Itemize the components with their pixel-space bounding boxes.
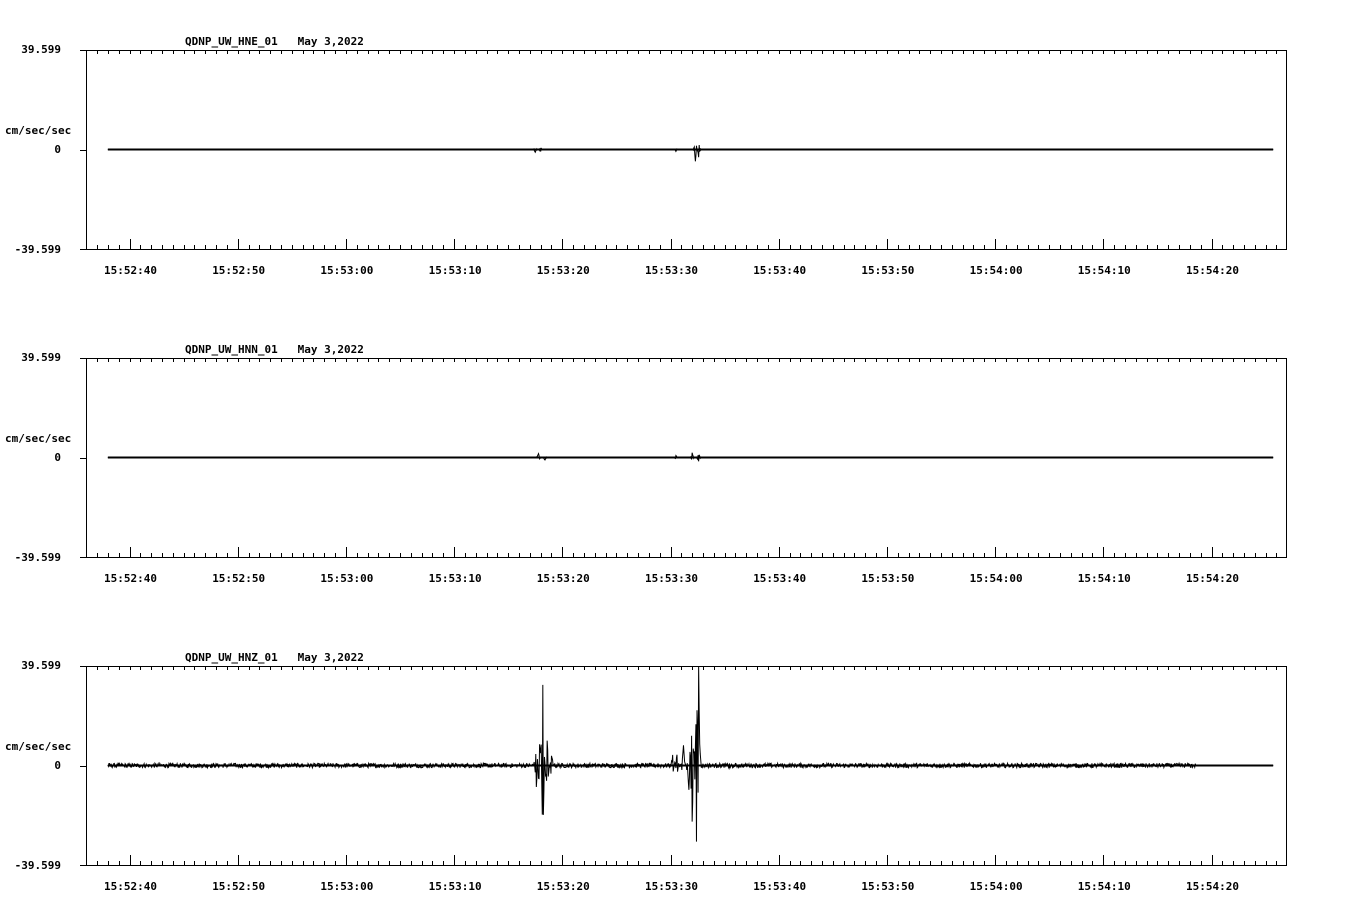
channel-date: May 3,2022	[297, 651, 364, 664]
channel-name: QDNP_UW_HNZ_01	[185, 651, 278, 664]
x-tick-label: 15:53:50	[861, 880, 915, 893]
y-tick-label: 39.599	[21, 659, 61, 672]
channel-date: May 3,2022	[297, 35, 364, 48]
x-tick-label: 15:54:20	[1186, 880, 1239, 893]
waveform-trace	[108, 666, 1273, 842]
x-tick-label: 15:53:40	[753, 264, 807, 277]
y-tick-label: -39.599	[14, 243, 61, 256]
x-tick-label: 15:53:10	[428, 880, 482, 893]
x-tick-label: 15:53:00	[320, 880, 374, 893]
y-tick-label: 39.599	[21, 351, 61, 364]
x-tick-label: 15:54:00	[969, 572, 1023, 585]
x-tick-label: 15:53:10	[428, 264, 482, 277]
channel-date: May 3,2022	[297, 343, 364, 356]
x-tick-label: 15:53:20	[536, 880, 590, 893]
x-tick-label: 15:52:40	[104, 572, 157, 585]
x-tick-label: 15:52:50	[212, 264, 266, 277]
y-tick-label: -39.599	[14, 859, 61, 872]
y-tick-label: -39.599	[14, 551, 61, 564]
x-tick-label: 15:54:00	[969, 264, 1023, 277]
channel-title	[185, 343, 364, 356]
x-tick-label: 15:53:00	[320, 264, 374, 277]
x-tick-label: 15:53:40	[753, 880, 807, 893]
x-tick-label: 15:54:10	[1077, 880, 1131, 893]
x-tick-label: 15:52:40	[104, 880, 157, 893]
x-tick-label: 15:53:30	[645, 572, 698, 585]
x-tick-label: 15:54:10	[1077, 572, 1131, 585]
x-tick-label: 15:53:30	[645, 880, 698, 893]
x-tick-label: 15:52:50	[212, 880, 266, 893]
x-tick-label: 15:52:40	[104, 264, 157, 277]
x-tick-label: 15:54:20	[1186, 264, 1239, 277]
x-tick-label: 15:53:00	[320, 572, 374, 585]
y-axis-label: cm/sec/sec	[5, 431, 72, 445]
channel-title	[185, 651, 364, 664]
x-tick-label: 15:53:20	[536, 572, 590, 585]
x-tick-label: 15:54:10	[1077, 264, 1131, 277]
y-tick-label: 0	[54, 142, 61, 156]
x-tick-label: 15:54:00	[969, 880, 1023, 893]
x-tick-label: 15:54:20	[1186, 572, 1239, 585]
y-axis-label: cm/sec/sec	[5, 123, 72, 137]
seismogram-panel-3	[0, 616, 1358, 916]
x-tick-label: 15:53:10	[428, 572, 482, 585]
channel-name: QDNP_UW_HNE_01	[185, 35, 278, 48]
x-tick-label: 15:53:40	[753, 572, 807, 585]
channel-name: QDNP_UW_HNN_01	[185, 343, 278, 356]
waveform-trace	[108, 145, 1273, 161]
y-axis-label: cm/sec/sec	[5, 739, 72, 753]
seismogram-panel-1	[0, 0, 1358, 300]
x-tick-label: 15:53:50	[861, 264, 915, 277]
x-tick-label: 15:53:20	[536, 264, 590, 277]
y-tick-label: 0	[54, 758, 61, 772]
x-tick-label: 15:52:50	[212, 572, 266, 585]
channel-title	[185, 35, 364, 48]
x-tick-label: 15:53:30	[645, 264, 698, 277]
x-tick-label: 15:53:50	[861, 572, 915, 585]
seismogram-panel-2	[0, 308, 1358, 608]
y-tick-label: 0	[54, 450, 61, 464]
y-tick-label: 39.599	[21, 43, 61, 56]
